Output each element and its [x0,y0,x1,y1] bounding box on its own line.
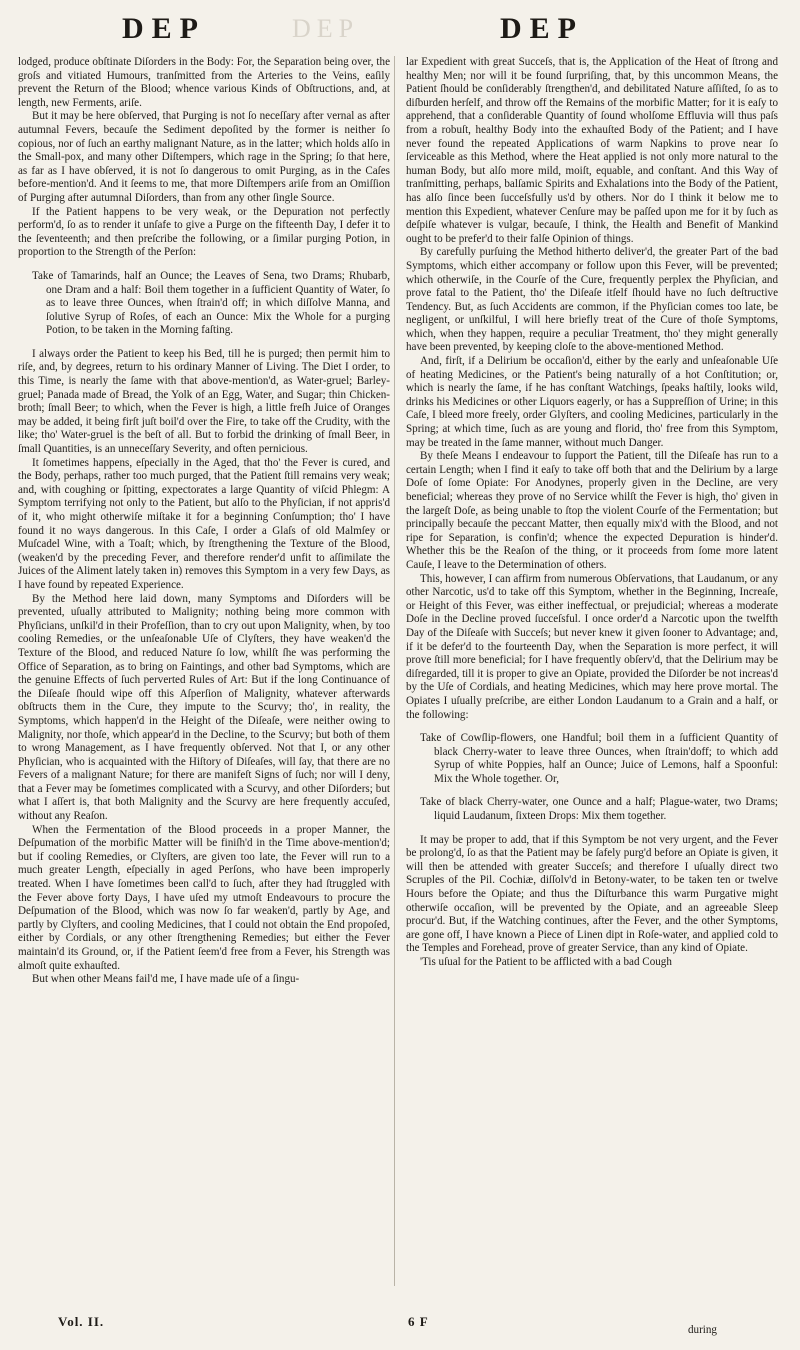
paragraph: It ſometimes happens, eſpecially in the Aged, that tho' the Fever is cured, and the Body, perhaps, rather too much purged, that the Patient ſtill remains very weak; and, with coughing or ſpitting, expectorates a large Quantity of viſcid Phlegm: A Symptom terrifying not only to the Patient, but alſo to the Phyſician, if not appris'd of it, who might otherwiſe miſtake it for a beginning Conſumption; tho' I have found it no ways dangerous. In this Caſe, I order a Glaſs of old Malmſey or Muſcadel Wine, with a Toaſt; which, by ſtrengthening the Texture of the Blood, (weaken'd by the preceding Fever, and therefore render'd unfit to aſſimilate the Juices of the Aliment lately taken in) removes this Symptom in a very few Days, as I have found by repeated Experience. [18,456,390,591]
recipe-block: Take of Cowſlip-flowers, one Handful; boil them in a ſufficient Quantity of black Cherry-water to leave three Ounces, when ſtrain'doff; to which add Syrup of white Poppies, half an Ounce; Juice of Lemons, half a Spoonful: Mix the Whole together. Or, [420,732,778,785]
paragraph: 'Tis uſual for the Patient to be afflicted with a bad Cough [420,956,672,968]
show-through-running-head: DEP [292,14,360,43]
right-column [406,56,778,970]
paragraph: lar Expedient with great Succeſs, that is, the Application of the Heat of ſtrong and healthy Men; nor will it be found ſurpriſing, that, by this uncommon Means, the Patient ſhould be conſiderably ſtrengthen'd, and debilitated Nature aſſiſted, ſo as to diſburden herſelf, and throw off the Remains of the morbific Matter; for it is eaſy to apprehend, that a conſiderable Quantity of ſound wholſome Effluvia will thus paſs from a robuſt, healthy Body into the exhauſted Body of the Patient; and I have never found the repeated Applications of warm Napkins to prove near ſo ſerviceable as this Method, where the Heat applied is not only more natural to the human Body, but alſo more mild, moiſt, equable, and conſtant. And this Way of tranſmitting, perhaps, balſamic Spirits and Exhalations into the Body of the Patient, has alſo ſince been ſucceſsfully us'd by others. Nor do I think it below me to mention this Expedient, whatever Cenſure may be paſſed upon me for it by ſuch as deſpiſe whatever is vulgar, becauſe, I think, the Health and Benefit of Mankind ought to be prefer'd to their falſe Opinion of things. [406,56,778,245]
paragraph: If the Patient happens to be very weak, or the Depuration not perfectly perform'd, ſo as to render it unſafe to give a Purge on the fifteenth Day, I defer it to the ſeventeenth; and then preſcribe the following, or a ſimilar purging Potion, in proportion to the Strength of the Perſon: [18,205,390,259]
paragraph: And, firſt, if a Delirium be occaſion'd, either by the early and unſeaſonable Uſe of heating Medicines, or the Patient's being naturally of a hot Conſtitution; or, which is nearly the ſame, if he has conſtant Watchings, ſpeaks haſtily, looks wild, drinks his Medicines or other Liquors eagerly, or has a Suppreſſion of Urine; in this Caſe, I bleed more freely, order Glyſters, and cooling Medicines, particularly in the Spring; at which time, ſuch as are young and florid, tho' free from this Symptom, may be treated in the ſame manner, without much Danger. [406,355,778,449]
left-column [18,56,390,987]
catchword: during [688,1324,717,1336]
paragraph: By the Method here laid down, many Symptoms and Diſorders will be prevented, uſually attributed to Malignity; nothing being more common with Phyſicians, unſkil'd in their Profeſſion, than to cry out upon Malignity, when, by too cooling Remedies, or the unſeaſonable Uſe of Clyſters, they have weaken'd the Texture of the Blood, and reduced Nature ſo low, whilſt ſhe was performing the Office of Separation, as to bring on Faintings, and other bad Symptoms, which are the genuine Effects of ſuch perverted Rules of Art: But if the long Continuance of the Diſeaſe ſhould wipe off this Aſperſion of Malignity, whatever afterwards obſtructs them in the Cure, they impute to the Scurvy; tho', in reality, the Symptoms, which happen'd in the Height of the Diſeaſe, were neither owing to Malignity, nor thoſe, which appear'd in the Decline, to the Scurvy; but both of them to wrong Management, as I have frequently obſerved. Not that I, or any other Phyſician, who is acquainted with the Hiſtory of Diſeaſes, will ſay, that there are no Fevers of a malignant Nature; for there are manifeſt Signs of ſuch; nor will I deny, that a Fever may be ſometimes complicated with a Scurvy, and other Diſorders; but what I aſſert is, that both Malignity and the Scurvy are here frequently accuſed, without any Reaſon. [18,592,390,823]
running-head-left: DEP [122,12,206,45]
paragraph: By theſe Means I endeavour to ſupport the Patient, till the Diſeaſe has run to a certain Length; when I find it eaſy to take off both that and the Delirium by a large Doſe of ſome Opiate: For Anodynes, properly given in the Decline, are very beneficial; whereas they prove of no Service whilſt the Fever is high, tho' given in the largeſt Doſe, as being unable to ſtop the violent Courſe of the Fermentation; but principally becauſe the peccant Matter, then equally mix'd with the Blood, and not ripe for Separation, is confin'd; whence the expected Depuration is hinder'd. Whether this be the Reaſon of the thing, or it proceeds from ſome more latent Cauſe, I leave to the Determination of others. [406,450,778,571]
signature-mark: 6 F [408,1314,429,1329]
recipe-block: Take of black Cherry-water, one Ounce and a half; Plague-water, two Drams; liquid Laudanum, ſixteen Drops: Mix them together. [420,796,778,823]
paragraph: But it may be here obſerved, that Purging is not ſo neceſſary after vernal as after autumnal Fevers, becauſe the Sediment depoſited by the former is neither ſo copious, nor of ſuch an earthy malignant Nature, as in the latter; which holds alſo in the Small-pox, and many other Diſtempers, which rage in the Spring; ſo that here, as far as I have obſerved, it is not ſo dangerous to omit Purging, as in the Caſes before-mention'd. And it ſeems to me, that more Diſtempers ariſe from an Omiſſion of Purging after autumnal Diſorders, than from any other ſingle Source. [18,110,390,204]
paragraph: It may be proper to add, that if this Symptom be not very urgent, and the Fever be prolong'd, ſo as that the Patient may be ſafely purg'd before an Opiate is given, it will then be attended with greater Succeſs; and therefore I uſually direct two Scruples of the Pil. Cochiæ, diſſolv'd in Betony-water, to be taken ten or twelve Hours before the Opiate; and thus the Diſturbance this warm Purgative might otherwiſe occaſion, will be prevented by the Opiate, and an agreeable Sleep procur'd. But, if the Watching continues, after the Fever, and the other Symptoms, are gone off, I have known a Piece of Linen dipt in Roſe-water, and applied cold to the Temples and Forehead, prove of greater Service, than any kind of Opiate. [406,833,778,955]
paragraph: But when other Means fail'd me, I have made uſe of a ſingu- [32,973,300,986]
running-head-right: DEP [500,12,584,45]
volume-number: Vol. II. [58,1314,105,1329]
paragraph: lodged, produce obſtinate Diſorders in the Body: For, the Separation being over, the groſs and vitiated Humours, tranſmitted from the Arteries to the Veins, eaſily prevent the Return of the Blood; whence various Kinds of Obſtructions, and, at length, new Ferments, ariſe. [18,56,390,109]
paragraph: By carefully purſuing the Method hitherto deliver'd, the greater Part of the bad Symptoms, which either accompany or follow upon this Fever, will be prevented; which otherwiſe, in the Courſe of the Cure, frequently perplex the Phyſician, and prove fatal to the Patient, tho' the Diſeaſe itſelf ſhould have no ſuch deſtructive Tendency. But, as ſuch Accidents are common, if the Phyſician comes too late, be negligent, or unſkilful, I will here briefly treat of the Cure of thoſe Symptoms, which, when they happen, require a peculiar Treatment, tho' they might generally have been prevented, by keeping cloſe to the above-mentioned Method. [406,246,778,354]
paragraph: I always order the Patient to keep his Bed, till he is purged; then permit him to riſe, and, by degrees, return to his ordinary Manner of Living. The Diet I order, to this Time, is nearly the ſame with that above-mention'd, as Water-gruel; Barley-gruel; Panada made of Bread, the Yolk of an Egg, Water, and Sugar; thin Chicken-broth; ſmall Beer; to which, when the Fever is high, a little freſh Juice of Oranges may be added, it being firſt juſt boil'd over the Fire, to take off the Crudity, with the like; tho' Water-gruel is the beſt of all. But to forbid the drinking of ſmall Beer, in ſmall Quantities, is an unneceſſary Severity, and often pernicious. [18,347,390,456]
recipe-block: Take of Tamarinds, half an Ounce; the Leaves of Sena, two Drams; Rhubarb, one Dram and a half: Boil them together in a ſufficient Quantity of Water, ſo as to leave three Ounces, when ſtrain'd off; in which diſſolve Manna, and ſolutive Syrup of Roſes, of each an Ounce: Mix the Whole for a purging Potion, to be taken in the Morning faſting. [32,269,390,337]
column-divider [394,56,395,1286]
paragraph: This, however, I can affirm from numerous Obſervations, that Laudanum, or any other Narcotic, us'd to take off this Symptom, whether in the Beginning, Increaſe, or Height of this Fever, was either ineffectual, or prejudicial; whereas a moderate Doſe in the Decline proved ſucceſsful. I once order'd a Narcotic upon the twelfth Day of the Diſeaſe with Succeſs; but never knew it given ſooner to Advantage; and, if it be defer'd to the fourteenth Day, when the Separation is more perfect, it will prove ſtill more beneficial; for I have frequently obſerv'd, that the Delirium may be diſregarded, till it is proper to give an Opiate, provided the Diſorder be not increas'd by the Uſe of Cordials, and heating Medicines, which may here prove mortal. The Opiates I uſually preſcribe, are either London Laudanum to a Grain and a half, or the following: [406,572,778,721]
paragraph: When the Fermentation of the Blood proceeds in a proper Manner, the Deſpumation of the morbific Matter will be finiſh'd in the Time above-mention'd; but if cooling Remedies, or Clyſters, are given too late, the Fever will run to a much greater Length, eſpecially in aged Perſons, who have been improperly treated. When I have ſometimes been call'd to ſuch, after they had ſtruggled with the Fever above forty Days, I have uſed my utmoſt Endeavours to procure the Deſpumation of the Blood, which was now ſo far weaken'd, partly by Age, and partly by Clyſters, and cooling Medicines, that I could not obtain the End propoſed, either by Cordials, or any other ſtrengthening Remedies; but either the Fever maintain'd its Ground, or, if the Patient ſeem'd free from a Fever, his Strength was almoſt quite exhauſted. [18,823,390,972]
